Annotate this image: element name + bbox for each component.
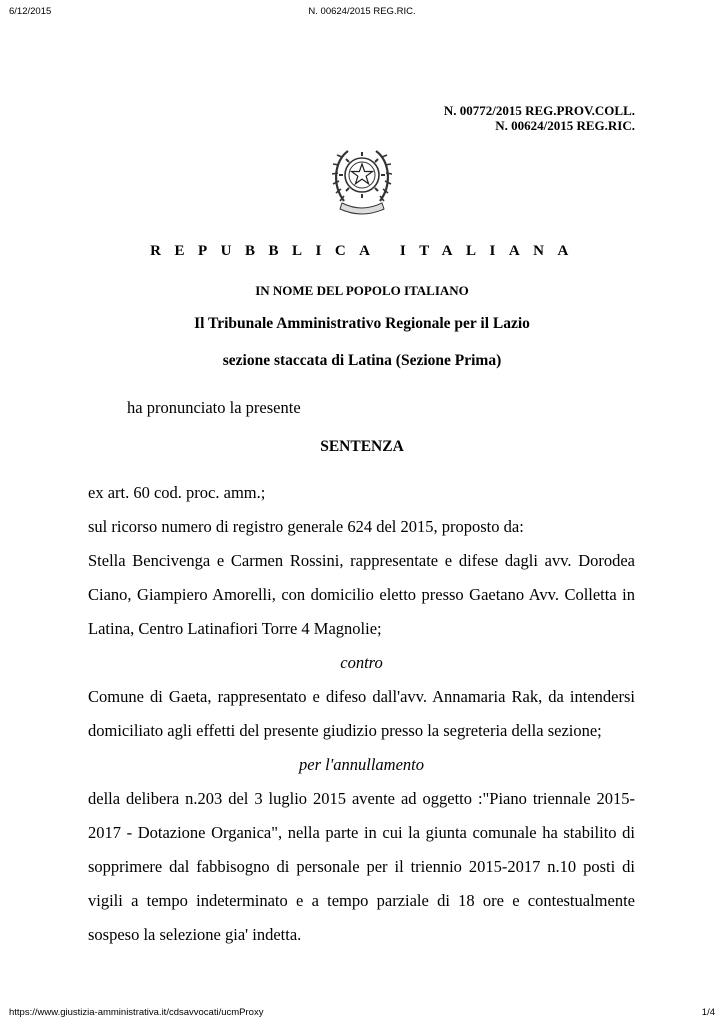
body-paragraph-ricorrenti: Stella Bencivenga e Carmen Rossini, rappresentate e difese dagli avv. Dorodea Ciano, Giampiero Amorelli, con domicilio eletto presso Gaetano Avv. Colletta in Latina, Centro Latinafiori Torre 4 Magnolie; [88, 551, 635, 638]
body-paragraph-article: ex art. 60 cod. proc. amm.; [88, 483, 266, 502]
page-number: 1/4 [701, 1007, 715, 1018]
reference-reg-ric: N. 00624/2015 REG.RIC. [495, 118, 635, 133]
case-references [444, 103, 635, 133]
body-paragraph-resistente: Comune di Gaeta, rappresentato e difeso dall'avv. Annamaria Rak, da intendersi domiciliato agli effetti del presente giudizio presso la segreteria della sezione; [88, 687, 635, 740]
italian-emblem-icon [328, 137, 396, 219]
pronounced-line: ha pronunciato la presente [127, 398, 301, 417]
popolo-heading: IN NOME DEL POPOLO ITALIANO [255, 283, 469, 298]
document-body [88, 476, 635, 952]
tribunal-heading: Il Tribunale Amministrativo Regionale per il Lazio [194, 315, 530, 332]
print-header [9, 6, 715, 20]
section-heading: sezione staccata di Latina (Sezione Prima) [222, 352, 502, 369]
reference-prov-coll: N. 00772/2015 REG.PROV.COLL. [443, 103, 635, 118]
body-paragraph-delibera: della delibera n.203 del 3 luglio 2015 avente ad oggetto :"Piano triennale 2015-2017 - Dotazione Organica", nella parte in cui la giunta comunale ha stabilito di sopprimere dal fabbisogno di personale per il triennio 2015-2017 n.10 posti di vigili a tempo indeterminato e a tempo parziale di 18 ore e contestualmente sospeso la selezione gia' indetta. [88, 789, 635, 944]
print-date: 6/12/2015 [9, 6, 52, 17]
sentence-title: SENTENZA [320, 438, 404, 455]
republic-heading: REPUBBLICA ITALIANA [150, 243, 582, 259]
annullamento-label: per l'annullamento [299, 755, 424, 774]
print-footer [9, 1004, 715, 1018]
contro-label: contro [340, 653, 383, 672]
print-title: N. 00624/2015 REG.RIC. [308, 6, 416, 17]
source-url: https://www.giustizia-amministrativa.it/cdsavvocati/ucmProxy [9, 1007, 264, 1018]
body-paragraph-ricorso: sul ricorso numero di registro generale 624 del 2015, proposto da: [88, 517, 524, 536]
